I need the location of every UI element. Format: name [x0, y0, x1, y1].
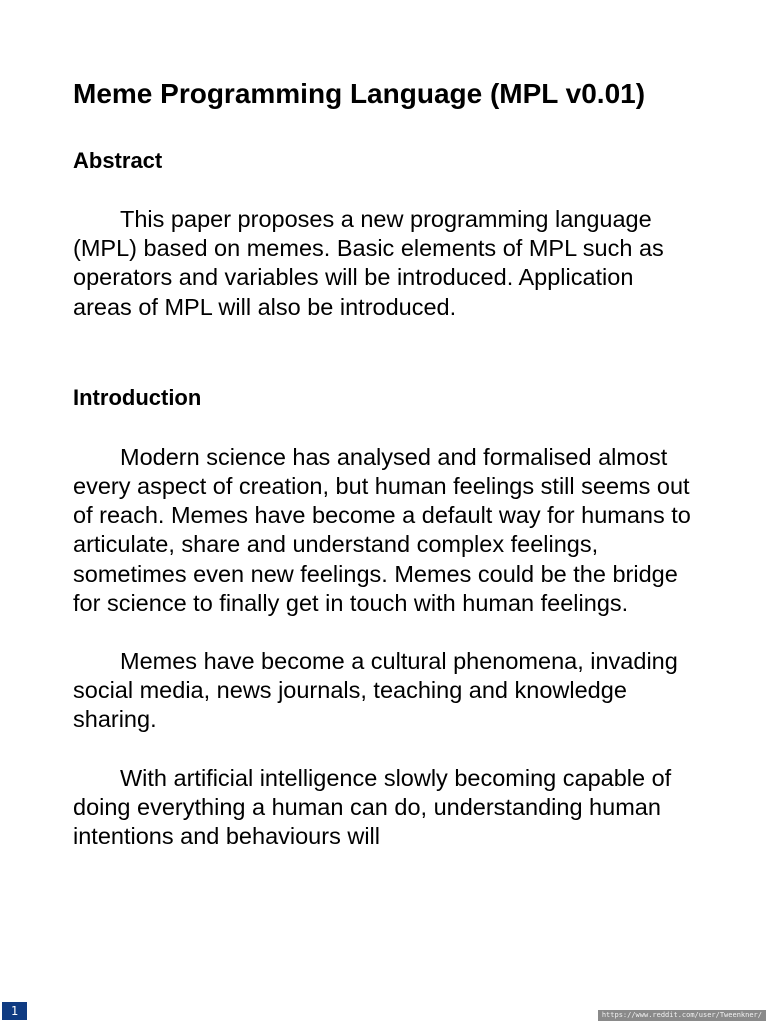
source-url-link[interactable]: https://www.reddit.com/user/Tweenkner/	[598, 1010, 766, 1021]
abstract-paragraph: This paper proposes a new programming language (MPL) based on memes. Basic elements of MPL such as operators and variables will be introduced. Application areas of MPL will also be introduced.	[73, 206, 664, 320]
abstract-heading: Abstract	[73, 148, 163, 173]
introduction-paragraph: Modern science has analysed and formalised almost every aspect of creation, but human feelings still seems out of reach. Memes have become a default way for humans to articulate, share and understand complex feelings, sometimes even new feelings. Memes could be the bridge for science to finally get in touch with human feelings.	[73, 443, 691, 616]
page-content	[73, 76, 693, 851]
document-title: Meme Programming Language (MPL v0.01)	[73, 78, 646, 109]
introduction-paragraph: Memes have become a cultural phenomena, invading social media, news journals, teaching and knowledge sharing.	[73, 648, 678, 733]
page-number-badge: 1	[2, 1002, 27, 1020]
introduction-paragraph: With artificial intelligence slowly becoming capable of doing everything a human can do, understanding human intentions and behaviours will	[73, 764, 672, 850]
introduction-heading: Introduction	[73, 384, 202, 410]
